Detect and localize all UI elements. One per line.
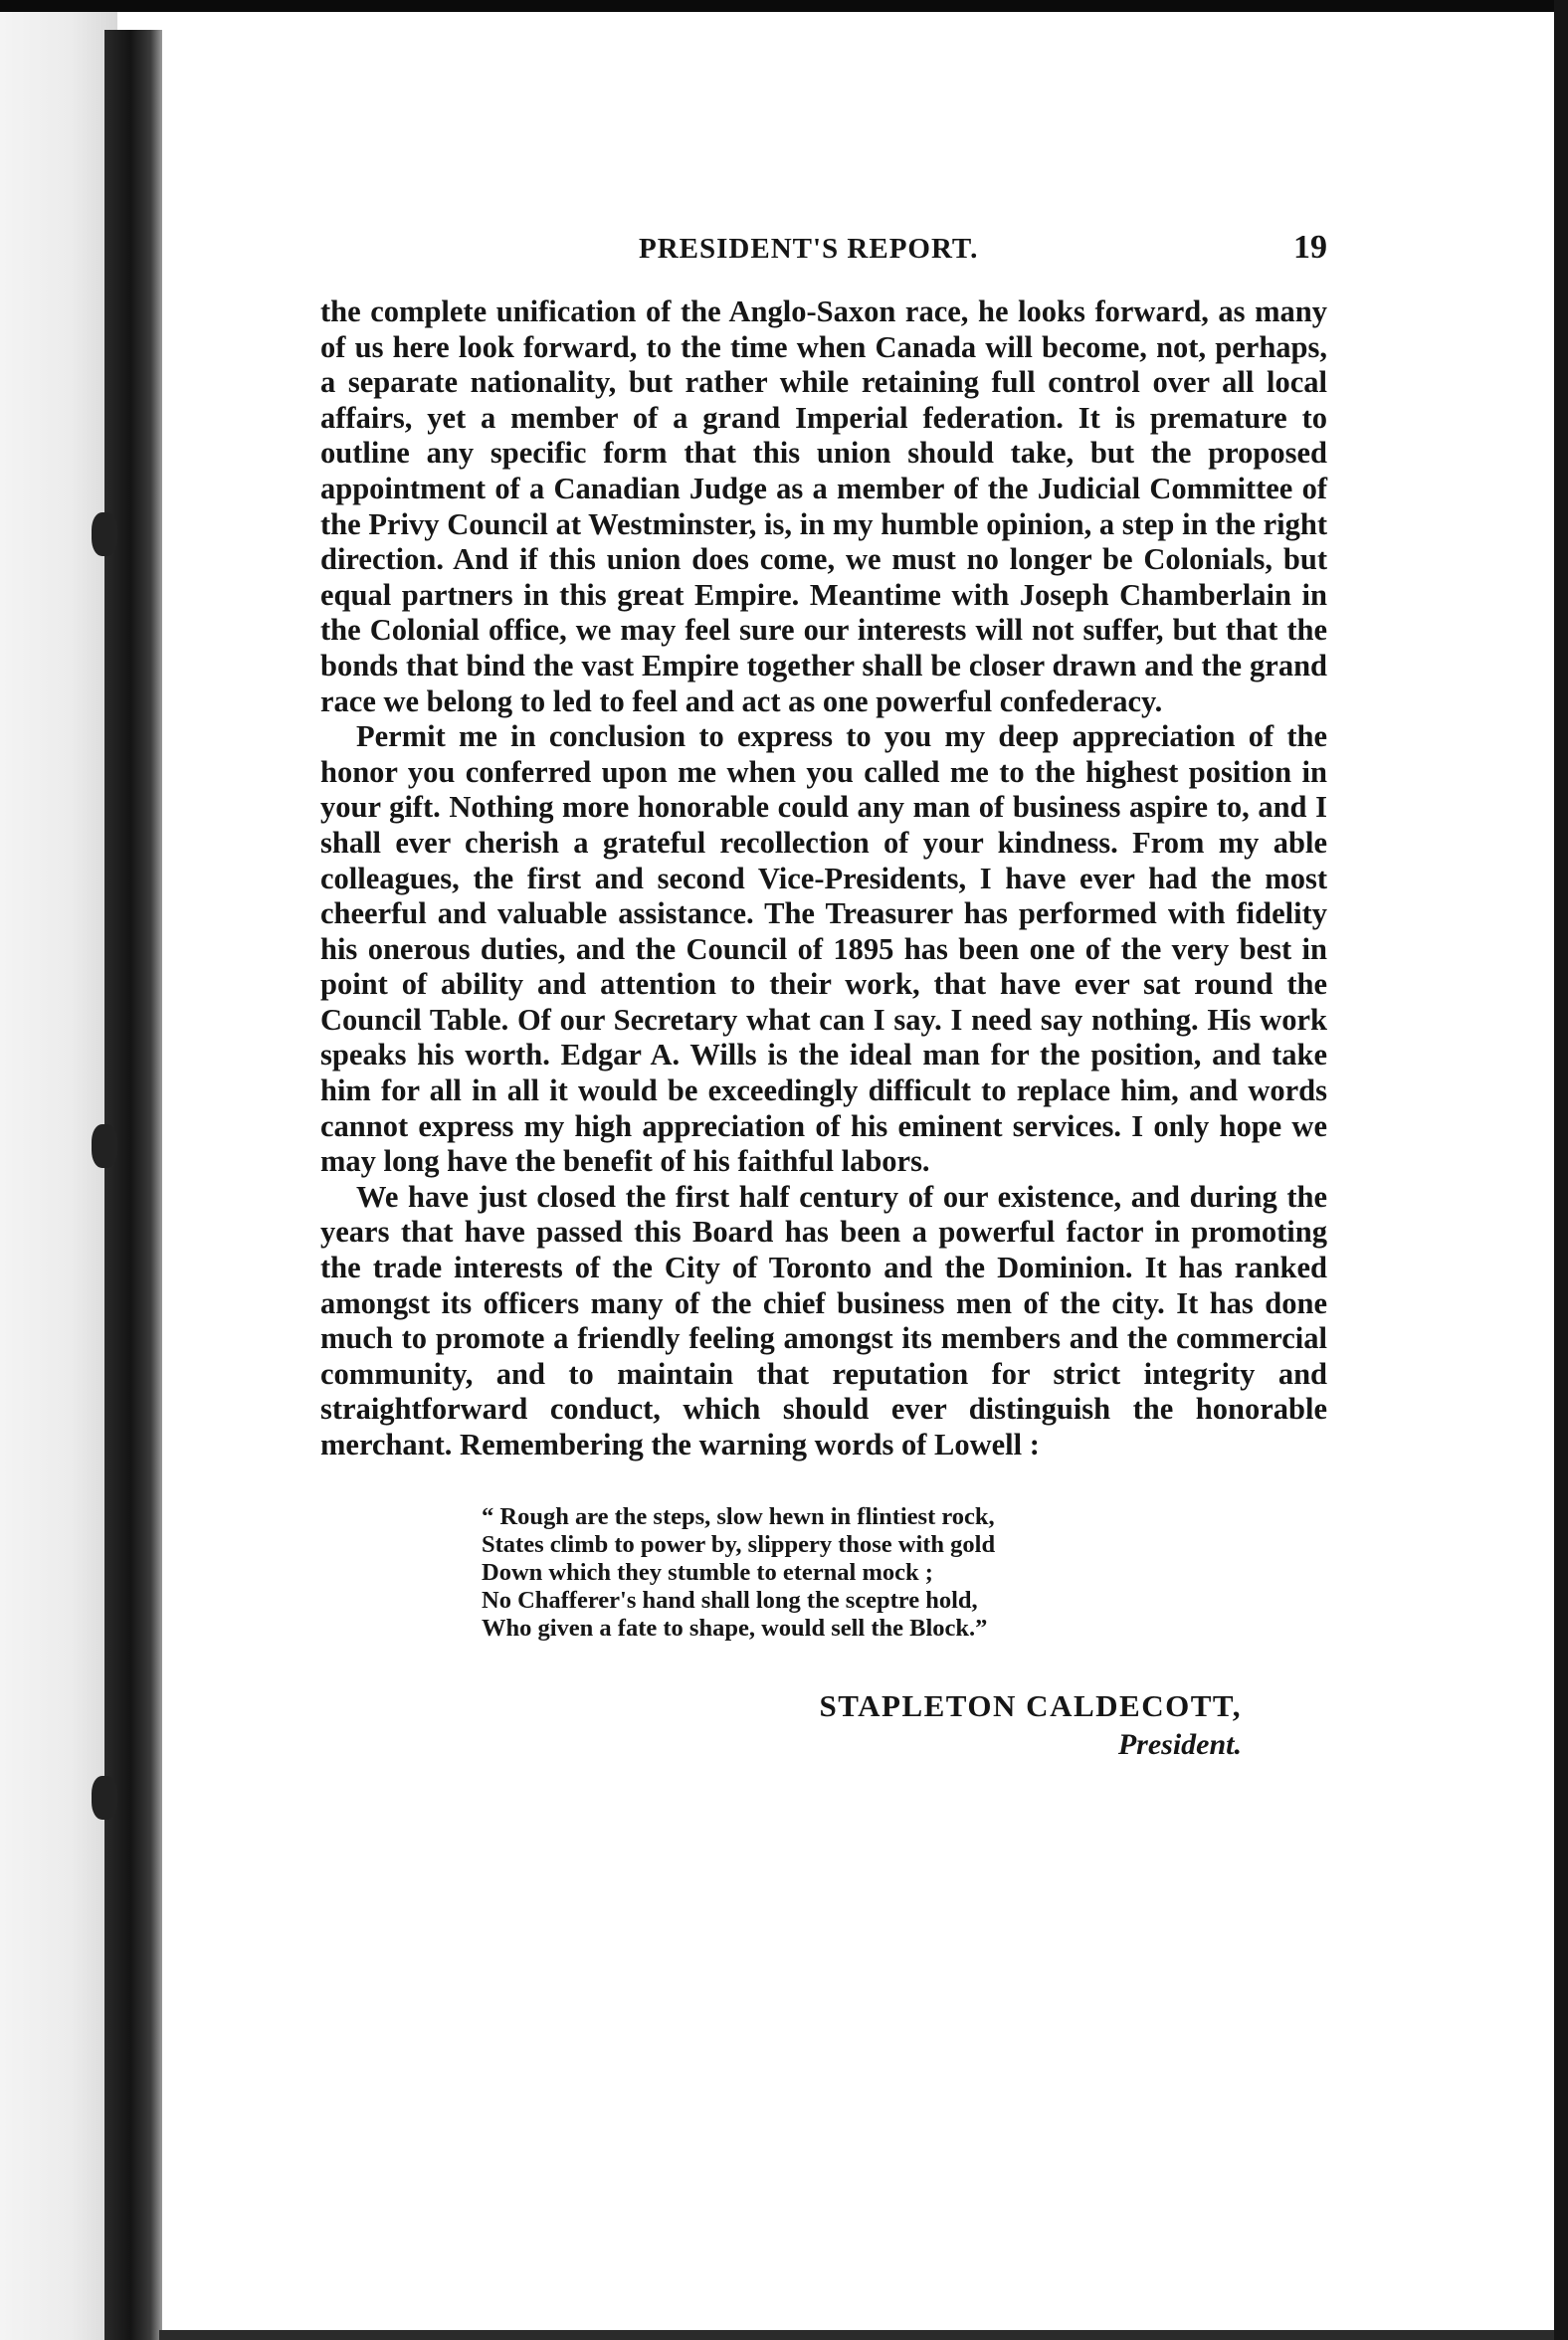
poem-line: States climb to power by, slippery those with gold	[482, 1530, 996, 1558]
report-body	[320, 294, 1327, 1463]
scan-bottom-border	[159, 2330, 1554, 2340]
binding-mark	[92, 1124, 117, 1168]
scan-top-border	[0, 0, 1568, 12]
page-number: 19	[1293, 229, 1327, 266]
binding-mark	[92, 512, 117, 556]
poem-line: “ Rough are the steps, slow hewn in flintiest rock,	[482, 1502, 995, 1530]
scan-right-border	[1554, 0, 1568, 2340]
book-spine-shadow	[104, 30, 162, 2340]
binding-mark	[92, 1776, 117, 1820]
running-header	[320, 223, 1327, 283]
paragraph-appreciation: Permit me in conclusion to express to you my deep appreciation of the honor you conferred upon me when you called me to the highest position in your gift. Nothing more honorable could any man of business aspire to, and I shall ever cherish a grateful recollection of your kindness. From my able colleagues, the first and second Vice-Presidents, I have ever had the most cheerful and valuable assistance. The Treasurer has performed with fidelity his onerous duties, and the Council of 1895 has been one of the very best in point of ability and attention to their work, that have ever sat round the Council Table. Of our Secretary what can I say. I need say nothing. His work speaks his worth. Edgar A. Wills is the ideal man for the position, and take him for all in all it would be exceedingly difficult to replace him, and words cannot express my high appreciation of his eminent services. I only hope we may long have the benefit of his faithful labors.	[320, 719, 1327, 1179]
signer-title: President.	[1117, 1727, 1242, 1761]
poem-line: Down which they stumble to eternal mock ;	[482, 1558, 933, 1586]
book-page	[320, 223, 1327, 1762]
facing-page-edge	[0, 12, 117, 2340]
poem-line: No Chafferer's hand shall long the sceptre hold,	[482, 1586, 978, 1614]
signer-name: STAPLETON CALDECOTT,	[819, 1687, 1242, 1723]
signature-block	[320, 1688, 1327, 1762]
poem-line: Who given a fate to shape, would sell the Block.”	[482, 1614, 988, 1642]
running-title: PRESIDENT'S REPORT.	[639, 233, 979, 265]
paragraph-half-century: We have just closed the first half century of our existence, and during the years that have passed this Board has been a powerful factor in promoting the trade interests of the City of Toronto and the Dominion. It has ranked amongst its officers many of the chief business men of the city. It has done much to promote a friendly feeling amongst its members and the commercial community, and to maintain that reputation for strict integrity and straightforward conduct, which should ever distinguish the honorable merchant. Remembering the warning words of Lowell :	[320, 1179, 1327, 1462]
lowell-quotation	[482, 1503, 1327, 1643]
paragraph-federation: the complete unification of the Anglo-Saxon race, he looks forward, as many of us here look forward, to the time when Canada will become, not, perhaps, a separate nationality, but rather while retaining full control over all local affairs, yet a member of a grand Imperial federation. It is premature to outline any specific form that this union should take, but the proposed appointment of a Canadian Judge as a member of the Judicial Committee of the Privy Council at Westminster, is, in my humble opinion, a step in the right direction. And if this union does come, we must no longer be Colonials, but equal partners in this great Empire. Meantime with Joseph Chamberlain in the Colonial office, we may feel sure our interests will not suffer, but that the bonds that bind the vast Empire together shall be closer drawn and the grand race we belong to led to feel and act as one powerful confederacy.	[320, 294, 1327, 718]
